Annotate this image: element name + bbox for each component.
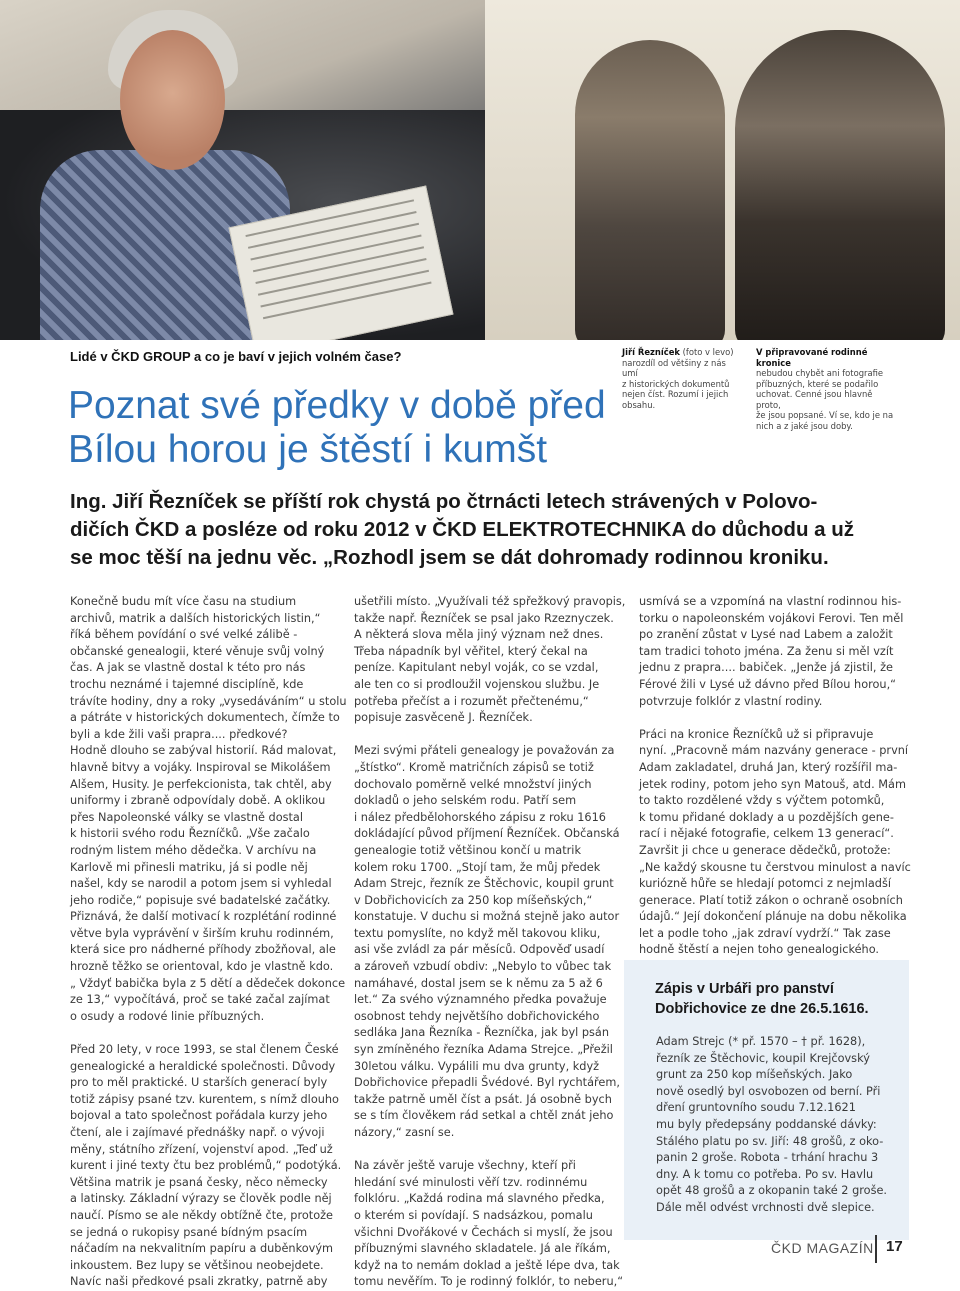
lead-paragraph: Ing. Jiří Řezníček se příští rok chystá po čtrnácti letech strávených v Polovo- dičích ČKD a posléze od roku 2012 v ČKD ELEKTROTECHNIKA do důchodu a už se moc těší na jednu věc. „Rozhodl jsem se dát dohromady rodinnou kroniku. [70,490,855,569]
text-line: Většina matrik je psaná česky, něco německy [70,1175,328,1189]
text-line: rodným listem mého dědečka. V archívu na [70,843,317,857]
body-column-1 [70,594,347,1291]
text-line: Adam Strejc (* př. 1570 – † př. 1628), [656,1035,866,1048]
text-line: trochu neznámé i tajemné disciplíně, kde [70,677,304,691]
text-line: náčadím na nekvalitním papíru a duběnkovým [70,1242,334,1256]
text-line: let a podle toho „jak zdraví vydrží.“ Tak zase [639,926,891,940]
text-line: Završit ji chce u generace dědečků, protože: [639,843,891,857]
text-line: „Ne každý skousne tu čerstvou minulost a navíc [639,860,911,874]
text-line: bojoval a tato společnost pořádala kurzy jeho [70,1109,328,1123]
text-line: k tomu přidané doklady a u pozdějších gene- [639,810,894,824]
text-line: se s tím člověkem rád setkal a chtěl znát jeho [354,1109,614,1123]
text-line: osobnost tehdy největšího dobřichovického [354,1009,600,1023]
text-line: řezník ze Štěchovic, koupil Krejčovský [656,1051,870,1065]
text-line: dny. A k tomu co potřeba. Po sv. Havlu [656,1167,874,1181]
text-line: kurent i jiné texty čtu bez problémů,“ podotýká. [70,1159,342,1173]
text-line: kolem roku 1700. „Stojí tam, že můj předek [354,860,601,874]
text-line: Adam Strejc, řezník ze Štěchovic, koupil grunt [354,877,614,891]
text-line: asi vše zvládl za pár měsíců. Odpověď usadí [354,943,605,957]
text-line: čas. A jak se vlastně dostal k této pro nás [70,661,306,675]
text-line: hrozně těžko se orientoval, kdo je vlastně kdo. [70,960,334,974]
text-line: i nález předbělohorského zápisu z roku 1616 [354,810,606,824]
text-line: grunt za 250 kop míšeňských. Jako [656,1068,853,1082]
text-line: Mezi svými přáteli genealogy je považován za [354,744,615,758]
text-line: říká během povídání o své velké zálibě - [70,628,298,642]
sidebar-box-text [656,1034,887,1217]
text-line: o kterém si povídají. S nadsázkou, pomalu [354,1208,593,1222]
text-line: v Dobřichovicích za 250 kop míšeňských,“ [354,893,593,907]
text-line: Adam zakladatel, druhá Jan, který rozšířil ma- [639,760,898,774]
text-line: trávíte hodiny, dny a roky „vysedáváním“ u stolu [70,694,347,708]
text-line: k historii svého rodu Řezníčků. „Vše začalo [70,827,310,841]
text-line: když na to nemám doklad a ještě lépe dva, tak [354,1258,620,1272]
text-line: se jedná o rukopisy psané bídným psacím [70,1225,308,1239]
text-line: takže např. Řezníček se psal jako Rzeznyczek. [354,611,614,625]
text-line: namáhavé, dostal jsem se k němu za 5 až 6 [354,976,603,990]
text-line: Férové žili v Lysé už dávno před Bílou horou,“ [639,677,897,691]
text-line: kuriózně hůře se hledají potomci z nejmladší [639,877,891,891]
text-line: pro to měl praktické. U starších generací byly [70,1076,328,1090]
title-line: Bílou horou je štěstí i kumšt [68,428,548,471]
text-line: Přiznává, že další motivací k rozplétání rodinné [70,910,337,924]
text-line: a zároveň vzbudí obdiv: „Nebylo to vůbec tak [354,960,612,974]
photo-man-shape [735,30,945,340]
text-line: archivů, matrik a dalších historických listin,“ [70,611,321,625]
text-line: Dále měl odvést vrchnosti dvě slepice. [656,1200,875,1214]
text-line: potvrzuje folklór z vlastní rodiny. [639,694,823,708]
text-line: uniformy i zbraně odpovídaly době. A oklikou [70,794,326,808]
text-line: naučí. Písmo se ale někdy obtížně čte, protože [70,1208,333,1222]
text-line: potřeba přečíst a i rozumět přečtenému,“ [354,694,589,708]
photo-caption-left: Jiří Řezníček (foto v levo) narozdíl od většiny z nás umí z historických dokumentů nejen číst. Rozumí i jejich obsahu. [622,347,734,410]
text-line: 30letou válku. Vypálili mu dva grunty, když [354,1059,600,1073]
text-line: o osudy a rodové linie příbuzných. [70,1009,265,1023]
text-line: sedláka Jana Řezníka - Řezníčka, jak byl psán [354,1026,609,1040]
text-line: konstatuje. V duchu si možná stejně jako autor [354,910,620,924]
text-line: totiž zápisy psané tzv. kurentem, s nímž dlouho [70,1092,339,1106]
text-line: takže patrně uměl číst a psát. Já osobně bych [354,1092,612,1106]
footer-divider [875,1235,877,1263]
text-line: údajů.“ Její dokončení plánuje na dobu několika [639,910,907,924]
text-line: Alšem, Husity. Je perfekcionista, tak chtěl, aby [70,777,332,791]
text-line: nyní. „Pracovně mám nazvány generace - první [639,744,909,758]
text-line: a latinsky. Základní výrazy se člověk podle něj [70,1192,332,1206]
text-line: Karlově mi přinesli matriku, já si podle něj [70,860,308,874]
body-column-2 [354,594,626,1291]
text-line: a pátráte v historických dokumentech, čímže to [70,711,340,725]
text-line [639,710,901,727]
text-line: ušetřili místo. „Využívali též spřežkový pravopis, [354,595,626,608]
text-line: panin 2 groše. Robota - trhání hrachu 3 [656,1151,879,1165]
text-line: dření gruntovního soudu 7.12.1621 [656,1101,856,1115]
text-line: přes Napoleonské války se vlastně dostal [70,810,303,824]
photo-historic-couple [485,0,960,340]
text-line: Před 20 lety, v roce 1993, se stal členem České [70,1043,339,1057]
text-line [354,727,616,744]
text-line: to takto rozdělené vždy s výčtem potomků, [639,794,885,808]
caption-lead: V připravované rodinné kronice [756,347,868,368]
text-line: genealogické a heraldické společnosti. Důvody [70,1059,336,1073]
text-line: názory,“ zasní se. [354,1126,455,1139]
text-line: dokládající původ příjmení Řezníček. Občanská [354,827,620,841]
text-line: let.“ Za svého významného předka považuje [354,993,607,1007]
text-line: usmívá se a vzpomíná na vlastní rodinnou his- [639,595,902,608]
text-line: hlavně bitvy a vojáky. Inspiroval se Mikolášem [70,760,331,774]
text-line: byli a kde žili vaši prapra.... předkové? [70,727,288,741]
text-line: dochovalo poměrně velké množství jiných [354,777,592,791]
text-line: opět 48 grošů a z okopanin také 2 groše. [656,1184,887,1198]
text-line: čtení, ale i zajímavé přednášky např. o vývoji [70,1126,325,1139]
text-line: genealogie totiž většinou končí u matrik [354,843,581,857]
photo-face-shape [120,30,225,170]
text-line: mu byly předepsány poddanské dávky: [656,1117,877,1131]
sidebar-box-title: Zápis v Urbáři pro panství Dobřichovice ze dne 26.5.1616. [655,981,869,1017]
page-number: 17 [886,1238,903,1255]
text-line [354,1142,616,1159]
caption-name: Jiří Řezníček [622,347,680,357]
text-line: „štístko“. Kromě matričních zápisů se totiž [354,760,594,774]
text-line: inkoustem. Bez lupy se většinou neobejdete. [70,1258,324,1272]
text-line: po zranění zůstat v Lysé nad Labem a založit [639,628,893,642]
article-title [68,384,606,472]
text-line: našel, kdy se narodil a potom jsem si vyhledal [70,877,332,891]
text-line: tomu nevěřím. To je rodinný folklór, to neberu,“ [354,1275,624,1289]
text-line: jednu z prapra.... babiček. „Jenže já zjistil, že [639,661,893,675]
text-line: A některá slova měla jiný význam než dnes. [354,628,604,642]
text-line: folklóru. „Každá rodina má slavného předka, [354,1192,605,1206]
text-line: Konečně budu mít více času na studium [70,595,297,608]
text-line: torku o napoleonském vojákovi Ferovi. Ten měl [639,611,904,625]
text-line: syn zmíněného řezníka Adama Strejce. „Přežil [354,1043,613,1057]
text-line: Hodně dlouho se zabýval historií. Rád malovat, [70,744,337,758]
text-line: „ Vždyť babička byla z 5 dětí a dědeček dokonce [70,976,346,990]
magazine-name: ČKD MAGAZÍN [771,1240,874,1256]
text-line: měny, státního zřízení, vojenství apod. „Teď už [70,1142,333,1156]
text-line: rací i nějaké fotografie, celkem 13 generací“. [639,827,894,841]
text-line: ze 13,“ vypočítává, proč se také začal zajímat [70,993,330,1007]
text-line: hodně štěstí a nejen toho genealogického. [639,943,879,957]
text-line: Dobřichovice přepadli Švédové. Byl rychtářem, [354,1076,620,1090]
text-line: hledání své minulosti věří tzv. rodinnému [354,1175,588,1189]
text-line: jetek rodiny, potom jeho syn Matouš, atd. Mám [639,777,906,791]
text-line: generace. Platí totiž zákon o ochraně osobních [639,893,903,907]
text-line: peníze. Kapitulant nebyl voják, co se vzdal, [354,661,599,675]
text-line: občanské genealogii, které věnuje svůj volný [70,644,325,658]
text-line: popisuje zasvěceně J. Řezníček. [354,711,533,725]
text-line: Na závěr ještě varuje všechny, kteří při [354,1159,576,1173]
body-column-3 [639,594,911,959]
title-line: Poznat své předky v době před [68,384,606,427]
text-line [70,1025,335,1042]
text-line: Navíc naši předkové psali zkratky, patrně aby [70,1275,328,1289]
text-line: která sice pro nádherné příhody zbožňoval, ale [70,943,336,957]
text-line: Třeba nápadník byl věřitel, který čekal na [354,644,588,658]
section-kicker: Lidé v ČKD GROUP a co je baví v jejich volném čase? [70,349,402,364]
text-line: příbuznými slavného skladatele. Já ale říkám, [354,1242,611,1256]
text-line: tam tradici tohoto jména. Za ženu si měl vzít [639,644,894,658]
text-line: ale ten co si prodloužil vojenskou službu. Je [354,677,600,691]
photo-jiri-reznicek [0,0,485,340]
photo-caption-right: V připravované rodinné kronice nebudou chybět ani fotografie příbuzných, které se podařilo uchovat. Cenné jsou hlavně proto, že jsou popsané. Ví se, kdo je na nich a z jaké jsou doby. [756,347,894,431]
text-line: textu pomyslíte, no když měl takovou kliku, [354,926,601,940]
photo-woman-shape [575,40,725,340]
text-line: všichni Dvořákové v Čechách si myslí, že jsou [354,1225,613,1239]
text-line: nově osedlý byl osvobozen od berní. Při [656,1084,881,1098]
text-line: Práci na kronice Řezníčků už si připravuje [639,727,874,741]
text-line: jeho rodiče,“ popisuje své badatelské začátky. [70,893,331,907]
text-line: větve byla vyprávění v širším kruhu rodinném, [70,926,334,940]
text-line: Stálého platu po sv. Jiří: 48 grošů, z oko- [656,1134,884,1148]
text-line: dokladů o jeho selském rodu. Patří sem [354,794,577,808]
